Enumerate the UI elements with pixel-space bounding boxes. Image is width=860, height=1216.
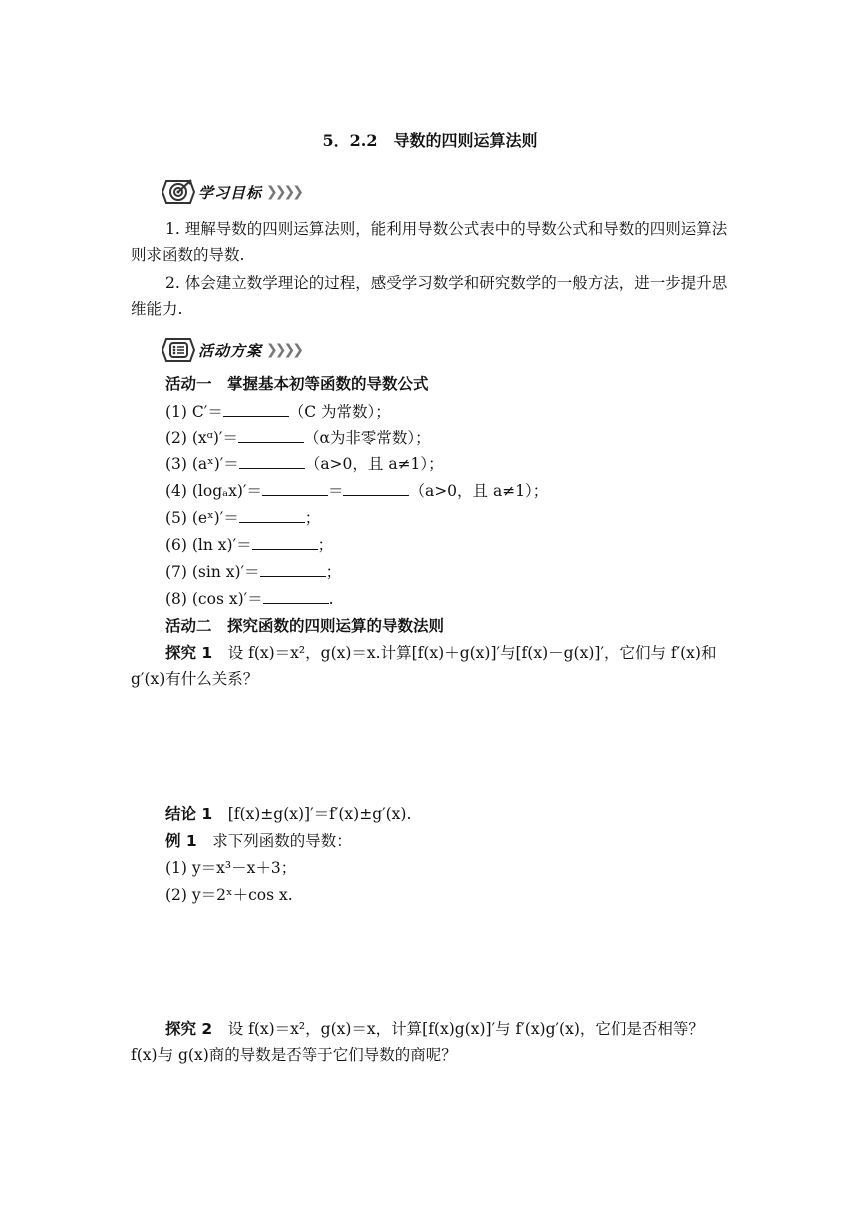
explore2 xyxy=(131,1016,729,1068)
explore2-label: 探究 2 xyxy=(165,1020,213,1038)
conclusion1-text: [f(x)±g(x)]′＝f′(x)±g′(x). xyxy=(212,805,412,823)
activities-label: 活动方案 xyxy=(198,341,263,360)
list-icon xyxy=(162,335,196,365)
activities-badge xyxy=(162,334,301,366)
answer-blank[interactable] xyxy=(263,589,329,604)
explore1-label: 探究 1 xyxy=(165,644,213,662)
activity1-heading: 活动一 掌握基本初等函数的导数公式 xyxy=(165,375,429,393)
answer-blank[interactable] xyxy=(223,402,289,417)
activity2-heading: 活动二 探究函数的四则运算的导数法则 xyxy=(165,617,445,635)
formula-4: (4) (logₐx)′＝ ＝ （a>0，且 a≠1）； xyxy=(165,482,549,500)
formula-2: (2) (xᵅ)′＝ （α为非零常数）； xyxy=(165,429,431,447)
explore2-text: 设 f(x)＝x²，g(x)＝x，计算[f(x)g(x)]′与 f′(x)g′(x)，它们是否相等？f(x)与 g(x)商的导数是否等于它们导数的商呢？ xyxy=(131,1020,704,1064)
objective-1-text: 1. 理解导数的四则运算法则，能利用导数公式表中的导数公式和导数的四则运算法则求函数的导数. xyxy=(131,220,728,264)
answer-blank[interactable] xyxy=(239,454,305,469)
conclusion1-label: 结论 1 xyxy=(165,805,213,823)
explore1 xyxy=(131,640,729,692)
example1-item-2: (2) y＝2ˣ＋cos x. xyxy=(165,886,293,904)
target-icon xyxy=(162,177,196,207)
chevrons-icon: ❯❯❯❯ xyxy=(266,184,301,200)
answer-blank[interactable] xyxy=(260,562,326,577)
formula-1: (1) C′＝ （C 为常数）； xyxy=(165,403,391,421)
formula-6: (6) (ln x)′＝ ； xyxy=(165,536,334,554)
example1-label: 例 1 xyxy=(165,832,197,850)
example1 xyxy=(165,829,352,851)
chevrons-icon: ❯❯❯❯ xyxy=(266,342,301,358)
answer-blank[interactable] xyxy=(262,481,328,496)
formula-7: (7) (sin x)′＝ ； xyxy=(165,563,342,581)
example1-item-1: (1) y＝x³－x＋3； xyxy=(165,859,297,877)
answer-blank[interactable] xyxy=(343,481,409,496)
page-title: 5．2.2 导数的四则运算法则 xyxy=(322,131,538,150)
objectives-label: 学习目标 xyxy=(198,183,263,202)
answer-blank[interactable] xyxy=(239,508,305,523)
example1-text: 求下列函数的导数： xyxy=(196,832,352,850)
formula-3: (3) (aˣ)′＝ （a>0，且 a≠1）； xyxy=(165,455,444,473)
formula-5: (5) (eˣ)′＝ ； xyxy=(165,509,321,527)
objective-2-text: 2. 体会建立数学理论的过程，感受学习数学和研究数学的一般方法，进一步提升思维能力. xyxy=(131,274,728,318)
formula-8: (8) (cos x)′＝ . xyxy=(165,590,334,608)
conclusion1 xyxy=(165,802,411,824)
objectives-badge xyxy=(162,176,301,208)
answer-blank[interactable] xyxy=(252,535,318,550)
answer-blank[interactable] xyxy=(238,428,304,443)
explore1-text: 设 f(x)＝x²，g(x)＝x.计算[f(x)＋g(x)]′与[f(x)－g(x)]′，它们与 f′(x)和 g′(x)有什么关系？ xyxy=(131,644,717,688)
